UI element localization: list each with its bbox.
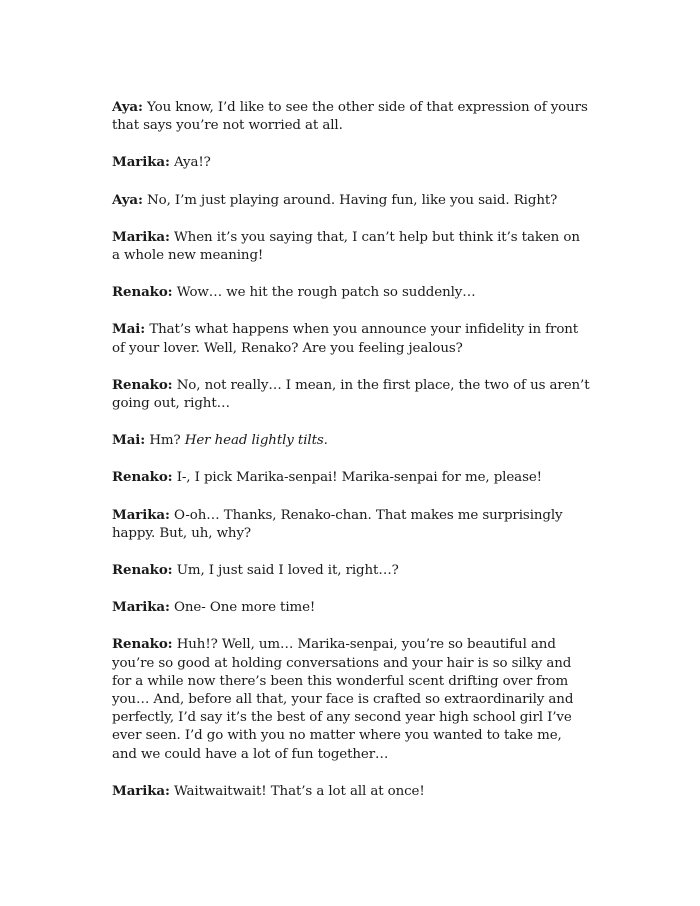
dialogue-line-aya [112, 98, 590, 135]
dialogue-text: You know, I’d like to see the other side of that expression of yours that says you’re not worried at all. [112, 100, 588, 134]
dialogue-text: Um, I just said I loved it, right…? [176, 563, 399, 579]
speaker-name: Marika: [112, 154, 170, 171]
dialogue-line-marika [112, 506, 590, 543]
dialogue-text: O-oh… Thanks, Renako-chan. That makes me surprisingly happy. But, uh, why? [112, 507, 563, 541]
dialogue-line-renako [112, 468, 590, 487]
speaker-name: Renako: [112, 562, 173, 579]
dialogue-text: When it’s you saying that, I can’t help but think it’s taken on a whole new meaning! [112, 229, 580, 264]
dialogue-text: Aya!? [174, 155, 211, 171]
dialogue-text: Huh!? Well, um… Marika-senpai, you’re so beautiful and you’re so good at holding conversations and your hair is so silky and for a while now there’s been this wonderful scent drifting over from you… And, before all that, your face is crafted so extraordinarily and perfectly, I’d say it’s the best of any second year high school girl I’ve ever seen. I’d go with you no matter where you wanted to take me, and we could have a lot of fun together… [112, 637, 574, 762]
dialogue-text: Wow… we hit the rough patch so suddenly… [176, 285, 476, 301]
dialogue-text: That’s what happens when you announce your infidelity in front of your lover. Well, Renako? Are you feeling jealous? [112, 322, 579, 356]
speaker-name: Renako: [112, 376, 173, 393]
speaker-name: Mai: [112, 321, 146, 338]
speaker-name: Marika: [112, 506, 170, 523]
speaker-name: Marika: [112, 599, 170, 616]
dialogue-line-renako [112, 635, 590, 763]
stage-direction: Her head lightly tilts. [184, 433, 328, 449]
dialogue-line-marika [112, 782, 590, 801]
document-page [112, 98, 590, 819]
dialogue-text: No, not really… I mean, in the first place, the two of us aren’t going out, right… [112, 377, 590, 412]
dialogue-text: I-, I pick Marika-senpai! Marika-senpai for me, please! [176, 470, 542, 486]
speaker-name: Marika: [112, 782, 170, 799]
dialogue-line-mai [112, 320, 590, 357]
speaker-name: Renako: [112, 469, 173, 486]
dialogue-text: Hm? [149, 433, 181, 449]
dialogue-text: One- One more time! [174, 600, 316, 616]
speaker-name: Renako: [112, 284, 173, 301]
dialogue-line-mai [112, 431, 590, 450]
dialogue-text: Waitwaitwait! That’s a lot all at once! [174, 783, 425, 799]
dialogue-line-marika [112, 598, 590, 617]
dialogue-text: No, I’m just playing around. Having fun, like you said. Right? [147, 192, 558, 208]
dialogue-line-marika [112, 153, 590, 172]
speaker-name: Aya: [112, 99, 143, 115]
dialogue-line-renako [112, 561, 590, 580]
dialogue-line-renako [112, 376, 590, 413]
speaker-name: Marika: [112, 228, 170, 245]
dialogue-line-aya [112, 191, 590, 210]
dialogue-line-marika [112, 228, 590, 265]
speaker-name: Renako: [112, 636, 173, 653]
dialogue-line-renako [112, 283, 590, 302]
speaker-name: Aya: [112, 191, 143, 208]
speaker-name: Mai: [112, 432, 146, 449]
